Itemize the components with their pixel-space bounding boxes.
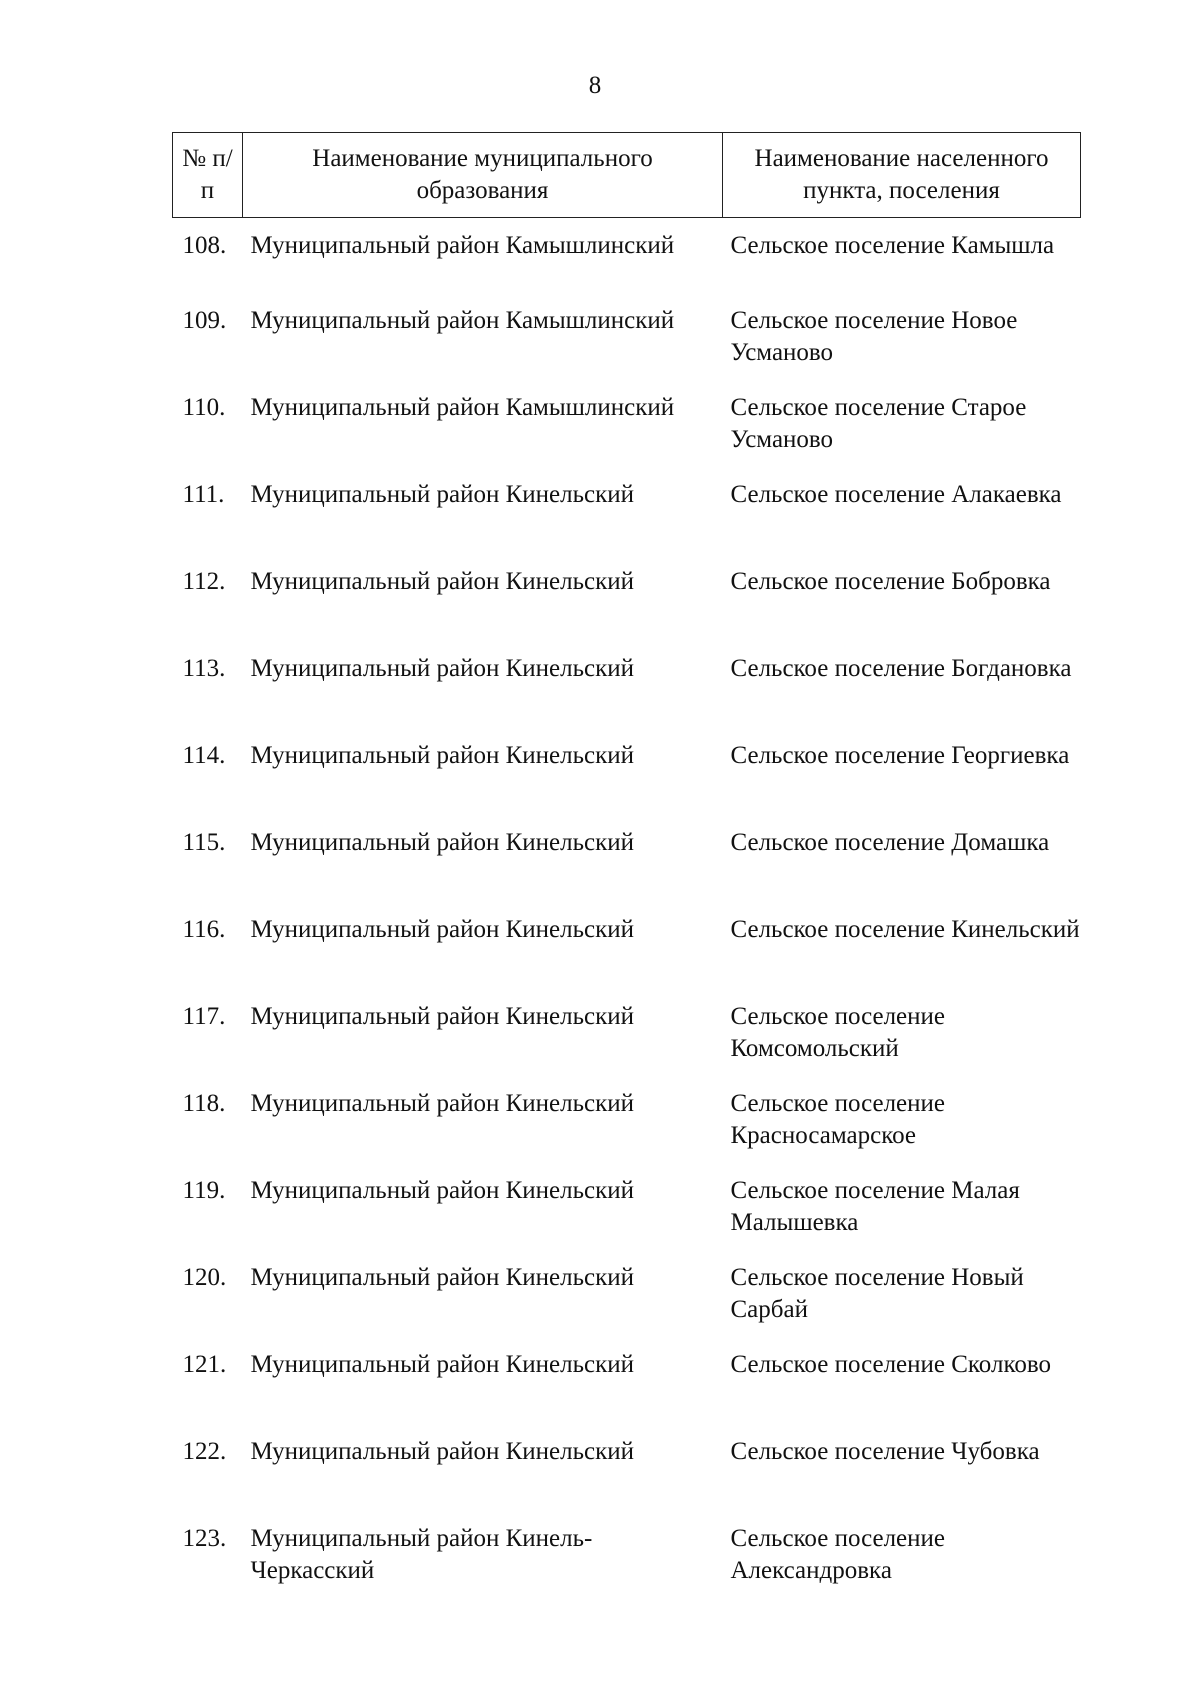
municipality-name: Муниципальный район Камышлинский bbox=[250, 307, 675, 334]
municipality-name: Муниципальный район Камышлинский bbox=[250, 232, 675, 259]
row-number: 114. bbox=[182, 742, 226, 769]
settlement-name: Сельское поселение Чубовка bbox=[730, 1438, 1040, 1465]
page-number: 8 bbox=[588, 72, 602, 99]
table-row bbox=[173, 566, 1081, 653]
table-row bbox=[173, 827, 1081, 914]
row-number: 111. bbox=[182, 481, 225, 508]
table-row bbox=[173, 479, 1081, 566]
table-row bbox=[173, 218, 1081, 306]
table-header bbox=[173, 133, 1081, 218]
municipality-name: Муниципальный район Кинельский bbox=[250, 655, 635, 682]
settlement-name: Сельское поселение Домашка bbox=[730, 829, 1050, 856]
row-number: 108. bbox=[182, 232, 227, 259]
table-row bbox=[173, 305, 1081, 392]
settlements-table bbox=[172, 132, 1081, 1610]
settlement-name: Сельское поселение Алакаевка bbox=[730, 481, 1062, 508]
header-num: № п/п bbox=[173, 133, 243, 218]
municipality-name: Муниципальный район Кинельский bbox=[250, 481, 635, 508]
municipality-name: Муниципальный район Кинельский bbox=[250, 916, 635, 943]
table-row bbox=[173, 392, 1081, 479]
municipality-name: Муниципальный район Камышлинский bbox=[250, 394, 675, 421]
settlement-name: Сельское поселение Малая Малышевка bbox=[730, 1177, 1020, 1236]
municipality-name: Муниципальный район Кинельский bbox=[250, 1264, 635, 1291]
row-number: 119. bbox=[182, 1177, 226, 1204]
table-row bbox=[173, 914, 1081, 1001]
municipality-name: Муниципальный район Кинельский bbox=[250, 568, 635, 595]
municipality-name: Муниципальный район Кинельский bbox=[250, 1090, 635, 1117]
table-row bbox=[173, 1001, 1081, 1088]
table-body bbox=[173, 218, 1081, 1611]
settlement-name: Сельское поселение Сколково bbox=[730, 1351, 1051, 1378]
municipality-name: Муниципальный район Кинельский bbox=[250, 1003, 635, 1030]
header-row bbox=[173, 133, 1081, 218]
row-number: 110. bbox=[182, 394, 226, 421]
settlement-name: Сельское поселение Комсомольский bbox=[730, 1003, 946, 1062]
row-number: 115. bbox=[182, 829, 226, 856]
table-row bbox=[173, 1436, 1081, 1523]
row-number: 121. bbox=[182, 1351, 227, 1378]
header-municipality: Наименование муниципального образования bbox=[243, 133, 723, 218]
table-row bbox=[173, 1523, 1081, 1610]
header-settlement: Наименование населенного пункта, поселения bbox=[723, 133, 1081, 218]
table-row bbox=[173, 1088, 1081, 1175]
row-number: 117. bbox=[182, 1003, 226, 1030]
settlement-name: Сельское поселение Богдановка bbox=[730, 655, 1072, 682]
row-number: 118. bbox=[182, 1090, 226, 1117]
settlement-name: Сельское поселение Бобровка bbox=[730, 568, 1051, 595]
table-row bbox=[173, 1262, 1081, 1349]
table-row bbox=[173, 653, 1081, 740]
settlement-name: Сельское поселение Александровка bbox=[730, 1525, 946, 1584]
municipality-name: Муниципальный район Кинельский bbox=[250, 829, 635, 856]
settlement-name: Сельское поселение Камышла bbox=[730, 232, 1055, 259]
table-row bbox=[173, 740, 1081, 827]
table-row bbox=[173, 1175, 1081, 1262]
municipality-name: Муниципальный район Кинельский bbox=[250, 1177, 635, 1204]
municipality-name: Муниципальный район Кинель-Черкасский bbox=[250, 1525, 593, 1584]
row-number: 112. bbox=[182, 568, 226, 595]
settlement-name: Сельское поселение Георгиевка bbox=[730, 742, 1070, 769]
row-number: 109. bbox=[182, 307, 227, 334]
row-number: 116. bbox=[182, 916, 226, 943]
municipality-name: Муниципальный район Кинельский bbox=[250, 742, 635, 769]
settlement-name: Сельское поселение Красносамарское bbox=[730, 1090, 946, 1149]
row-number: 122. bbox=[182, 1438, 227, 1465]
settlement-name: Сельское поселение Кинельский bbox=[730, 916, 1080, 943]
row-number: 113. bbox=[182, 655, 226, 682]
municipality-name: Муниципальный район Кинельский bbox=[250, 1438, 635, 1465]
table-row bbox=[173, 1349, 1081, 1436]
settlement-name: Сельское поселение Старое Усманово bbox=[730, 394, 1027, 453]
row-number: 120. bbox=[182, 1264, 227, 1291]
row-number: 123. bbox=[182, 1525, 227, 1552]
municipality-name: Муниципальный район Кинельский bbox=[250, 1351, 635, 1378]
settlement-name: Сельское поселение Новый Сарбай bbox=[730, 1264, 1024, 1323]
settlement-name: Сельское поселение Новое Усманово bbox=[730, 307, 1018, 366]
